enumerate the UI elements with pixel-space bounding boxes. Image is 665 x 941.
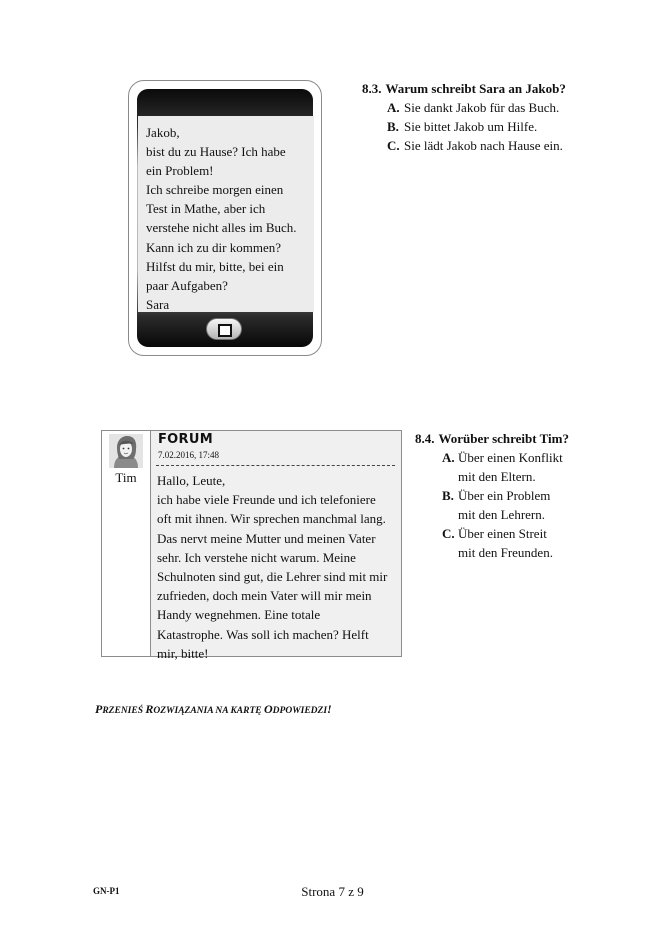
forum-message xyxy=(157,471,387,663)
option-letter: C. xyxy=(442,526,455,541)
forum-line: mir, bitte! xyxy=(157,645,209,661)
question-number: 8.4. xyxy=(415,431,435,446)
option-letter: A. xyxy=(442,450,455,465)
question-title xyxy=(362,79,566,98)
sms-signature: Sara xyxy=(146,296,170,312)
option-text: Über einen Streit xyxy=(458,526,547,541)
forum-post xyxy=(101,430,402,661)
option-text: Sie dankt Jakob für das Buch. xyxy=(404,100,560,115)
answer-option-b xyxy=(442,486,569,505)
phone-home-button xyxy=(206,318,242,340)
question-number: 8.3. xyxy=(362,81,382,96)
answer-option-a xyxy=(387,98,566,117)
note-part: O xyxy=(264,702,273,716)
answer-option-c xyxy=(442,524,569,543)
answer-option-b xyxy=(387,117,566,136)
forum-line: zufrieden, doch mein Vater will mir mein xyxy=(157,588,372,604)
question-text: Worüber schreibt Tim? xyxy=(438,431,569,446)
option-text-continued: mit den Freunden. xyxy=(458,545,553,560)
sms-line: bist du zu Hause? Ich habe xyxy=(146,144,286,160)
sms-line: paar Aufgaben? xyxy=(146,277,228,293)
option-text: Sie lädt Jakob nach Hause ein. xyxy=(404,138,563,153)
option-text: Über ein Problem xyxy=(458,488,551,503)
avatar xyxy=(109,434,143,468)
forum-user-column xyxy=(102,431,151,656)
sms-line: Hilfst du mir, bitte, bei ein xyxy=(146,258,284,274)
option-text: Über einen Konflikt xyxy=(458,450,563,465)
forum-line: Handy wegnehmen. Eine totale xyxy=(157,607,321,623)
page-number: Strona 7 z 9 xyxy=(301,884,364,899)
note-part: RZENIEŚ xyxy=(102,706,146,716)
forum-title: FORUM xyxy=(158,432,213,447)
note-part: DPOWIEDZI xyxy=(272,706,328,716)
question-text: Warum schreibt Sara an Jakob? xyxy=(385,81,566,96)
forum-line: sehr. Ich verstehe nicht warum. Meine xyxy=(157,549,356,565)
forum-line: Das nervt meine Mutter und meinen Vater xyxy=(157,530,376,546)
sms-line: Jakob, xyxy=(146,125,180,140)
sms-line: Test in Mathe, aber ich xyxy=(146,201,266,217)
forum-line: Hallo, Leute, xyxy=(157,473,226,488)
option-letter: A. xyxy=(387,100,400,115)
forum-line: Schulnoten sind gut, die Lehrer sind mit mir xyxy=(157,569,388,585)
question-8-3 xyxy=(362,79,566,155)
question-8-4 xyxy=(415,429,569,562)
answer-option-a xyxy=(442,448,569,467)
divider xyxy=(156,465,395,466)
forum-content xyxy=(151,431,401,661)
sms-line: Kann ich zu dir kommen? xyxy=(146,239,282,255)
forum-line: Katastrophe. Was soll ich machen? Helft xyxy=(157,626,369,642)
question-title xyxy=(415,429,569,448)
option-text: Sie bittet Jakob um Hilfe. xyxy=(404,119,538,134)
note-part: OZWIĄZANIA NA KARTĘ xyxy=(153,706,264,716)
sms-line: verstehe nicht alles im Buch. xyxy=(146,220,297,236)
forum-line: ich habe viele Freunde und ich telefoniere xyxy=(157,492,376,508)
option-text-continued: mit den Lehrern. xyxy=(458,507,545,522)
forum-line: oft mit ihnen. Wir sprechen manchmal lang. xyxy=(157,511,386,527)
note-part: ! xyxy=(327,702,332,716)
sms-message xyxy=(138,116,314,312)
exam-code: GN-P1 xyxy=(93,886,120,896)
forum-timestamp: 7.02.2016, 17:48 xyxy=(158,450,220,460)
option-text-continued: mit den Eltern. xyxy=(458,469,536,484)
note-part: P xyxy=(95,702,103,716)
sms-line: Ich schreibe morgen einen xyxy=(146,182,284,198)
forum-username: Tim xyxy=(115,470,137,485)
sms-line: ein Problem! xyxy=(146,163,214,179)
transfer-answers-note xyxy=(95,702,332,717)
option-letter: B. xyxy=(442,488,454,503)
home-square-icon xyxy=(218,324,232,337)
answer-option-c xyxy=(387,136,566,155)
option-letter: B. xyxy=(387,119,399,134)
note-part: R xyxy=(145,702,154,716)
option-letter: C. xyxy=(387,138,400,153)
